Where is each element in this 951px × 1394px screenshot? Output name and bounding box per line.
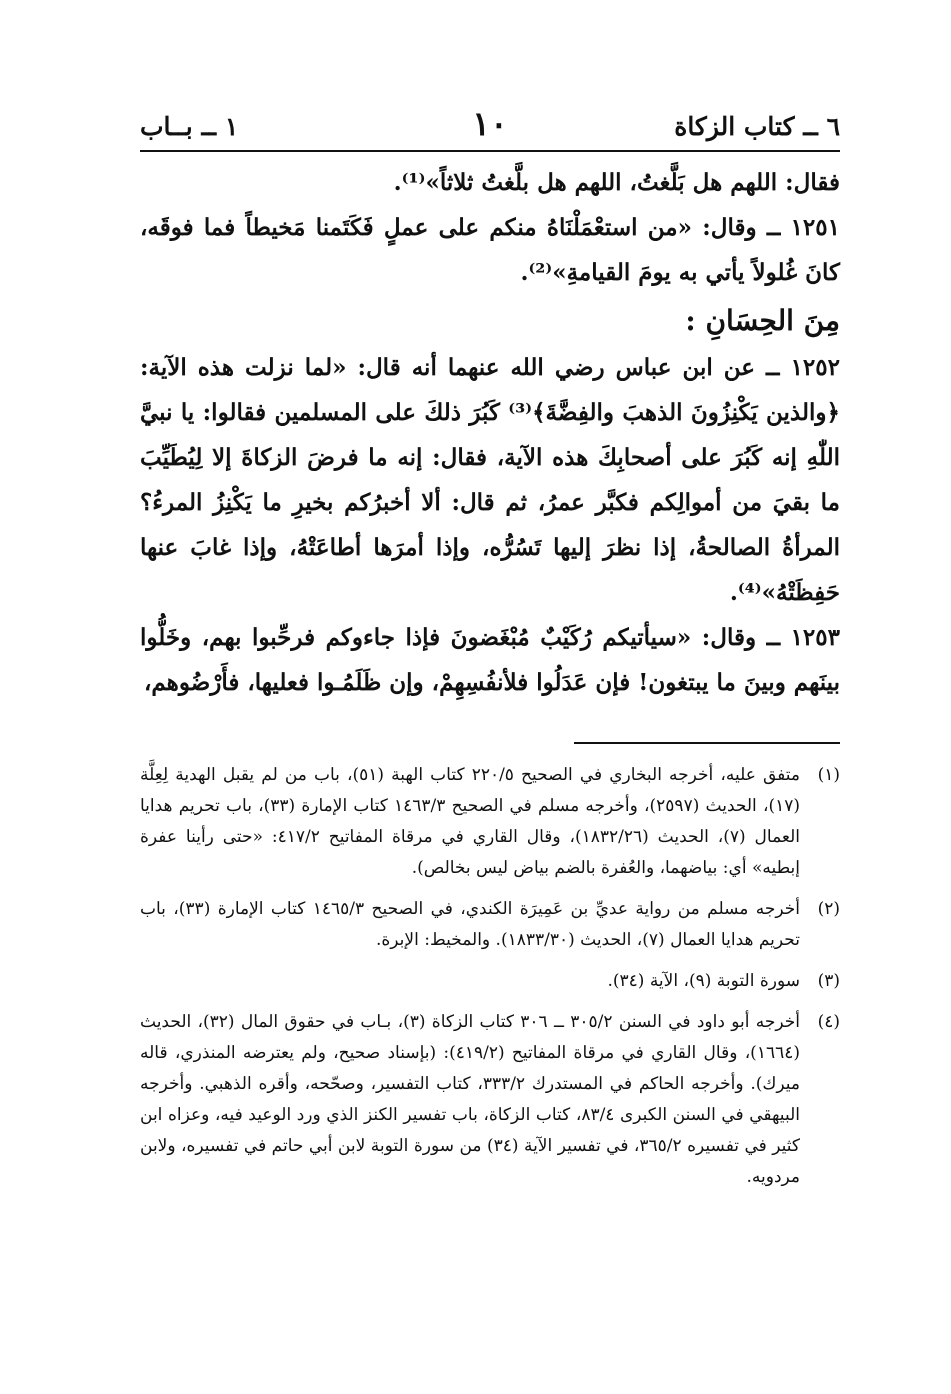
- footnote: [140, 894, 840, 956]
- section-label: ١ ــ بــاب: [140, 112, 239, 141]
- section-heading: مِنَ الحِسَانِ :: [685, 304, 840, 337]
- footnote-text: سورة التوبة (٩)، الآية (٣٤).: [607, 971, 800, 991]
- main-text: [140, 160, 840, 705]
- hadith-1251: ١٢٥١ ــ وقال: «من استعْمَلْنَاهُ منكم على عملٍ فَكَتَمنا مَخيطاً فما فوقَه، كانَ غُلولاً يأتي به يومَ القيامةِ»⁽²⁾.: [140, 214, 840, 286]
- footnote-text: أخرجه مسلم من رواية عديِّ بن عَمِيرَة الكندي، في الصحيح ١٤٦٥/٣ كتاب الإمارة (٣٣)، باب تحريم هدايا العمال (٧)، الحديث (١٨٣٣/٣٠). والمخيط: الإبرة.: [140, 899, 800, 950]
- footnotes: [140, 760, 840, 1203]
- paragraph: فقال: اللهم هل بَلَّغتُ، اللهم هل بلَّغتُ ثلاثاً»⁽¹⁾.: [393, 169, 840, 196]
- footnote-text: متفق عليه، أخرجه البخاري في الصحيح ٢٢٠/٥ كتاب الهبة (٥١)، باب من لم يقبل الهدية لِعِلَّة (١٧)، الحديث (٢٥٩٧)، وأخرجه مسلم في الصحيح ١٤٦٣/٣ كتاب الإمارة (٣٣)، باب تحريم هدايا العمال (٧)، الحديث (١٨٣٢/٢٦)، وقال القاري في مرقاة المفاتيح ٤١٧/٢: «حتى رأينا عفرة إبطيه» أي: بياضهما، والعُفرة بالضم بياض ليس بخالص).: [140, 765, 801, 878]
- hadith-1253: ١٢٥٣ ــ وقال: «سيأتيكم رُكَيْبٌ مُبْغَضونَ فإذا جاءوكم فرحِّبوا بهم، وخَلُّوا بينَهم وبينَ ما يبتغون! فإن عَدَلُوا فلأنفُسِهِمْ، وإن ظَلَمُـوا فعليها، فأَرْضُوهم،: [140, 624, 840, 696]
- running-header: [140, 104, 840, 148]
- footnote: [140, 966, 840, 997]
- header-rule: [140, 150, 840, 152]
- footnote-text: أخرجه أبو داود في السنن ٣٠٥/٢ ــ ٣٠٦ كتاب الزكاة (٣)، بـاب في حقوق المال (٣٢)، الحديث (١٦٦٤)، وقال القاري في مرقاة المفاتيح (٤١٩/٢): (بإسناد صحيح، ولم يعترضه المنذري، قاله ميرك). وأخرجه الحاكم في المستدرك ٣٣٣/٢، كتاب التفسير، وصحّحه، وأقره الذهبي. وأخرجه البيهقي في السنن الكبرى ٨٣/٤، كتاب الزكاة، باب تفسير الكنز الذي ورد الوعيد فيه، وعزاه ابن كثير في تفسيره ٣٦٥/٢، في تفسير الآية (٣٤) من سورة التوبة لابن أبي حاتم في تفسيره، ولابن مردويه.: [140, 1012, 801, 1187]
- footnote-number: (٣): [817, 971, 840, 991]
- chapter-title: ٦ ــ كتاب الزكاة: [674, 112, 840, 141]
- page-number: ١٠: [472, 104, 508, 143]
- footnote: [140, 1007, 840, 1193]
- footnote-number: (٤): [817, 1012, 840, 1032]
- footnote-number: (١): [817, 765, 840, 785]
- footnote-number: (٢): [817, 899, 840, 919]
- hadith-1252: ١٢٥٢ ــ عن ابن عباس رضي الله عنهما أنه قال: «لما نزلت هذه الآية: ﴿والذين يَكْنِزُونَ الذهبَ والفِضَّةَ﴾⁽³⁾ كَبُرَ ذلكَ على المسلمين فقالوا: يا نبيَّ اللّٰهِ إنه كَبُرَ على أصحابِكَ هذه الآية، فقال: إنه ما فرضَ الزكاةَ إلا لِيُطَيِّبَ ما بقيَ من أموالِكم فكبَّر عمرُ، ثم قال: ألا أخبرُكم بخيرِ ما يَكْنِزُ المرءُ؟ المرأةُ الصالحةُ، إذا نظرَ إليها تَسُرُّه، وإذا أمرَها أطاعَتْهُ، وإذا غابَ عنها حَفِظَتْهُ»⁽⁴⁾.: [140, 354, 840, 606]
- footnote: [140, 760, 840, 884]
- footnote-rule: [574, 742, 840, 744]
